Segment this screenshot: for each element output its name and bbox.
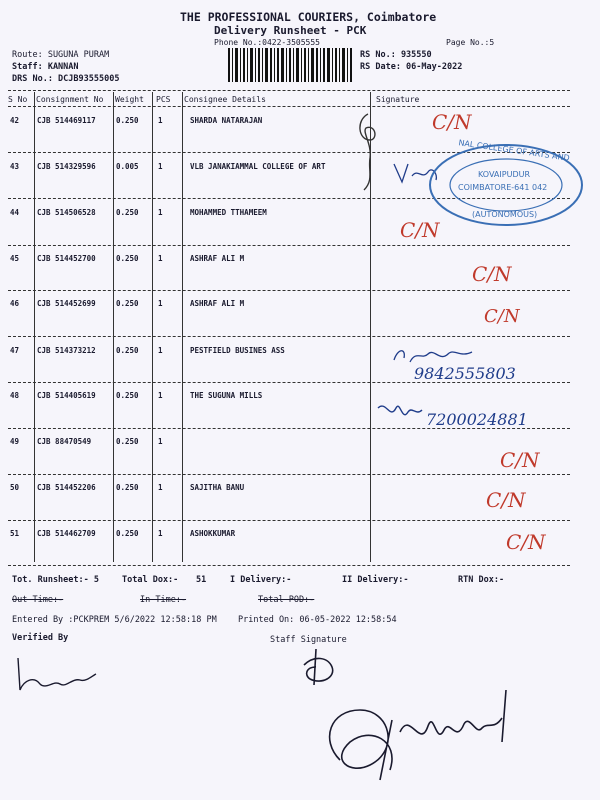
row-consignee: ASHRAF ALI M [190, 299, 245, 308]
col-header-consignee: Consignee Details [184, 95, 266, 104]
col-header-signature: Signature [376, 95, 420, 104]
total-dox-label: Total Dox:- [122, 575, 179, 585]
i-delivery: I Delivery:- [230, 575, 292, 585]
row-sno: 48 [10, 391, 20, 400]
col-divider [182, 92, 183, 562]
row-weight: 0.250 [116, 208, 139, 217]
row-rule [8, 245, 570, 246]
signature-cn-row-43: C/N [400, 218, 440, 242]
signature-cn-row-50: C/N [486, 488, 526, 512]
phone-row-48: 7200024881 [426, 410, 528, 429]
in-time: In Time:- [140, 595, 187, 605]
row-consignee: ASHOKKUMAR [190, 529, 236, 538]
row-consignment: CJB 514452699 [37, 299, 96, 308]
row-pcs: 1 [158, 391, 163, 400]
college-stamp [426, 140, 586, 230]
row-weight: 0.250 [116, 391, 139, 400]
col-divider [34, 92, 35, 562]
handwritten-signature [350, 110, 390, 199]
document-title: THE PROFESSIONAL COURIERS, Coimbatore [180, 10, 437, 24]
row-rule [8, 336, 570, 337]
col-header-consignment: Consignment No [36, 95, 104, 104]
total-dox-value: 51 [196, 575, 207, 585]
row-weight: 0.250 [116, 346, 139, 355]
row-consignment: CJB 514506528 [37, 208, 96, 217]
col-header-pcs: PCS [156, 95, 171, 104]
row-sno: 46 [10, 299, 20, 308]
row-weight: 0.250 [116, 116, 139, 125]
ii-delivery: II Delivery:- [342, 575, 409, 585]
row-pcs: 1 [158, 299, 163, 308]
entered-by: Entered By :PCKPREM 5/6/2022 12:58:18 PM [12, 615, 217, 625]
table-bottom-rule [8, 565, 570, 566]
row-consignee: VLB JANAKIAMMAL COLLEGE OF ART [190, 162, 326, 171]
row-weight: 0.005 [116, 162, 139, 171]
phone-row-47: 9842555803 [414, 364, 516, 383]
row-consignment: CJB 514469117 [37, 116, 96, 125]
row-weight: 0.250 [116, 254, 139, 263]
staff-label: Staff: KANNAN [12, 62, 79, 72]
row-consignment: CJB 514329596 [37, 162, 96, 171]
col-divider [152, 92, 153, 562]
verified-by-label: Verified By [12, 633, 69, 643]
row-pcs: 1 [158, 346, 163, 355]
drs-number: DRS No.: DCJB93555005 [12, 74, 120, 84]
barcode [228, 48, 354, 82]
signature-cn-row-45: C/N [472, 262, 512, 286]
row-consignee: SAJITHA BANU [190, 483, 245, 492]
row-pcs: 1 [158, 116, 163, 125]
table-top-rule [8, 90, 570, 91]
rs-date: RS Date: 06-May-2022 [360, 62, 463, 72]
page-number: Page No.:5 [446, 38, 495, 47]
signature-cn-row-46: C/N [484, 306, 520, 327]
row-consignment: CJB 514405619 [37, 391, 96, 400]
row-sno: 51 [10, 529, 20, 538]
row-sno: 47 [10, 346, 20, 355]
row-sno: 44 [10, 208, 20, 217]
row-rule [8, 290, 570, 291]
tot-runsheet: Tot. Runsheet:- 5 [12, 575, 99, 585]
row-consignee: THE SUGUNA MILLS [190, 391, 263, 400]
row-pcs: 1 [158, 254, 163, 263]
row-weight: 0.250 [116, 437, 139, 446]
row-weight: 0.250 [116, 529, 139, 538]
row-sno: 49 [10, 437, 20, 446]
row-weight: 0.250 [116, 299, 139, 308]
row-consignee: ASHRAF ALI M [190, 254, 245, 263]
row-consignee: MOHAMMED TTHAMEEM [190, 208, 267, 217]
row-sno: 43 [10, 162, 20, 171]
stamp-top-text: NAL COLLEGE OF ARTS AND [457, 138, 571, 163]
total-pod: Total POD:- [258, 595, 315, 605]
out-time: Out Time:- [12, 595, 64, 605]
row-sno: 50 [10, 483, 20, 492]
row-consignee: SHARDA NATARAJAN [190, 116, 263, 125]
stamp-line1: KOVAIPUDUR [478, 170, 531, 179]
signature-cn-row-51: C/N [506, 530, 546, 554]
row-pcs: 1 [158, 208, 163, 217]
phone-number: Phone No.:0422-3505555 [214, 38, 320, 47]
document-subtitle: Delivery Runsheet - PCK [214, 24, 367, 37]
row-sno: 42 [10, 116, 20, 125]
row-consignment: CJB 514452206 [37, 483, 96, 492]
col-header-weight: Weight [115, 95, 144, 104]
row-consignment: CJB 514462709 [37, 529, 96, 538]
col-header-sno: S No [8, 95, 28, 104]
stamp-bottom-text: (AUTONOMOUS) [472, 210, 538, 219]
row-weight: 0.250 [116, 483, 139, 492]
handwritten-signature-row-48 [376, 398, 426, 430]
route-label: Route: SUGUNA PURAM [12, 50, 110, 60]
rtn-dox: RTN Dox:- [458, 575, 505, 585]
row-rule [8, 474, 570, 475]
staff-signature-label: Staff Signature [270, 635, 347, 645]
row-sno: 45 [10, 254, 20, 263]
row-pcs: 1 [158, 162, 163, 171]
row-pcs: 1 [158, 437, 163, 446]
row-consignment: CJB 514373212 [37, 346, 96, 355]
row-pcs: 1 [158, 483, 163, 492]
row-consignee: PESTFIELD BUSINES ASS [190, 346, 285, 355]
printed-on: Printed On: 06-05-2022 12:58:54 [238, 615, 397, 625]
signature-cn-row-49: C/N [500, 448, 540, 472]
large-signature [310, 680, 530, 794]
verifier-signature [10, 650, 100, 704]
stamp-line2: COIMBATORE-641 042 [458, 183, 548, 192]
row-pcs: 1 [158, 529, 163, 538]
rs-number: RS No.: 935550 [360, 50, 432, 60]
row-rule [8, 520, 570, 521]
row-consignment: CJB 88470549 [37, 437, 92, 446]
row-consignment: CJB 514452700 [37, 254, 96, 263]
col-divider [113, 92, 114, 562]
signature-cn-row-42: C/N [432, 110, 472, 134]
table-header-rule [8, 106, 570, 107]
